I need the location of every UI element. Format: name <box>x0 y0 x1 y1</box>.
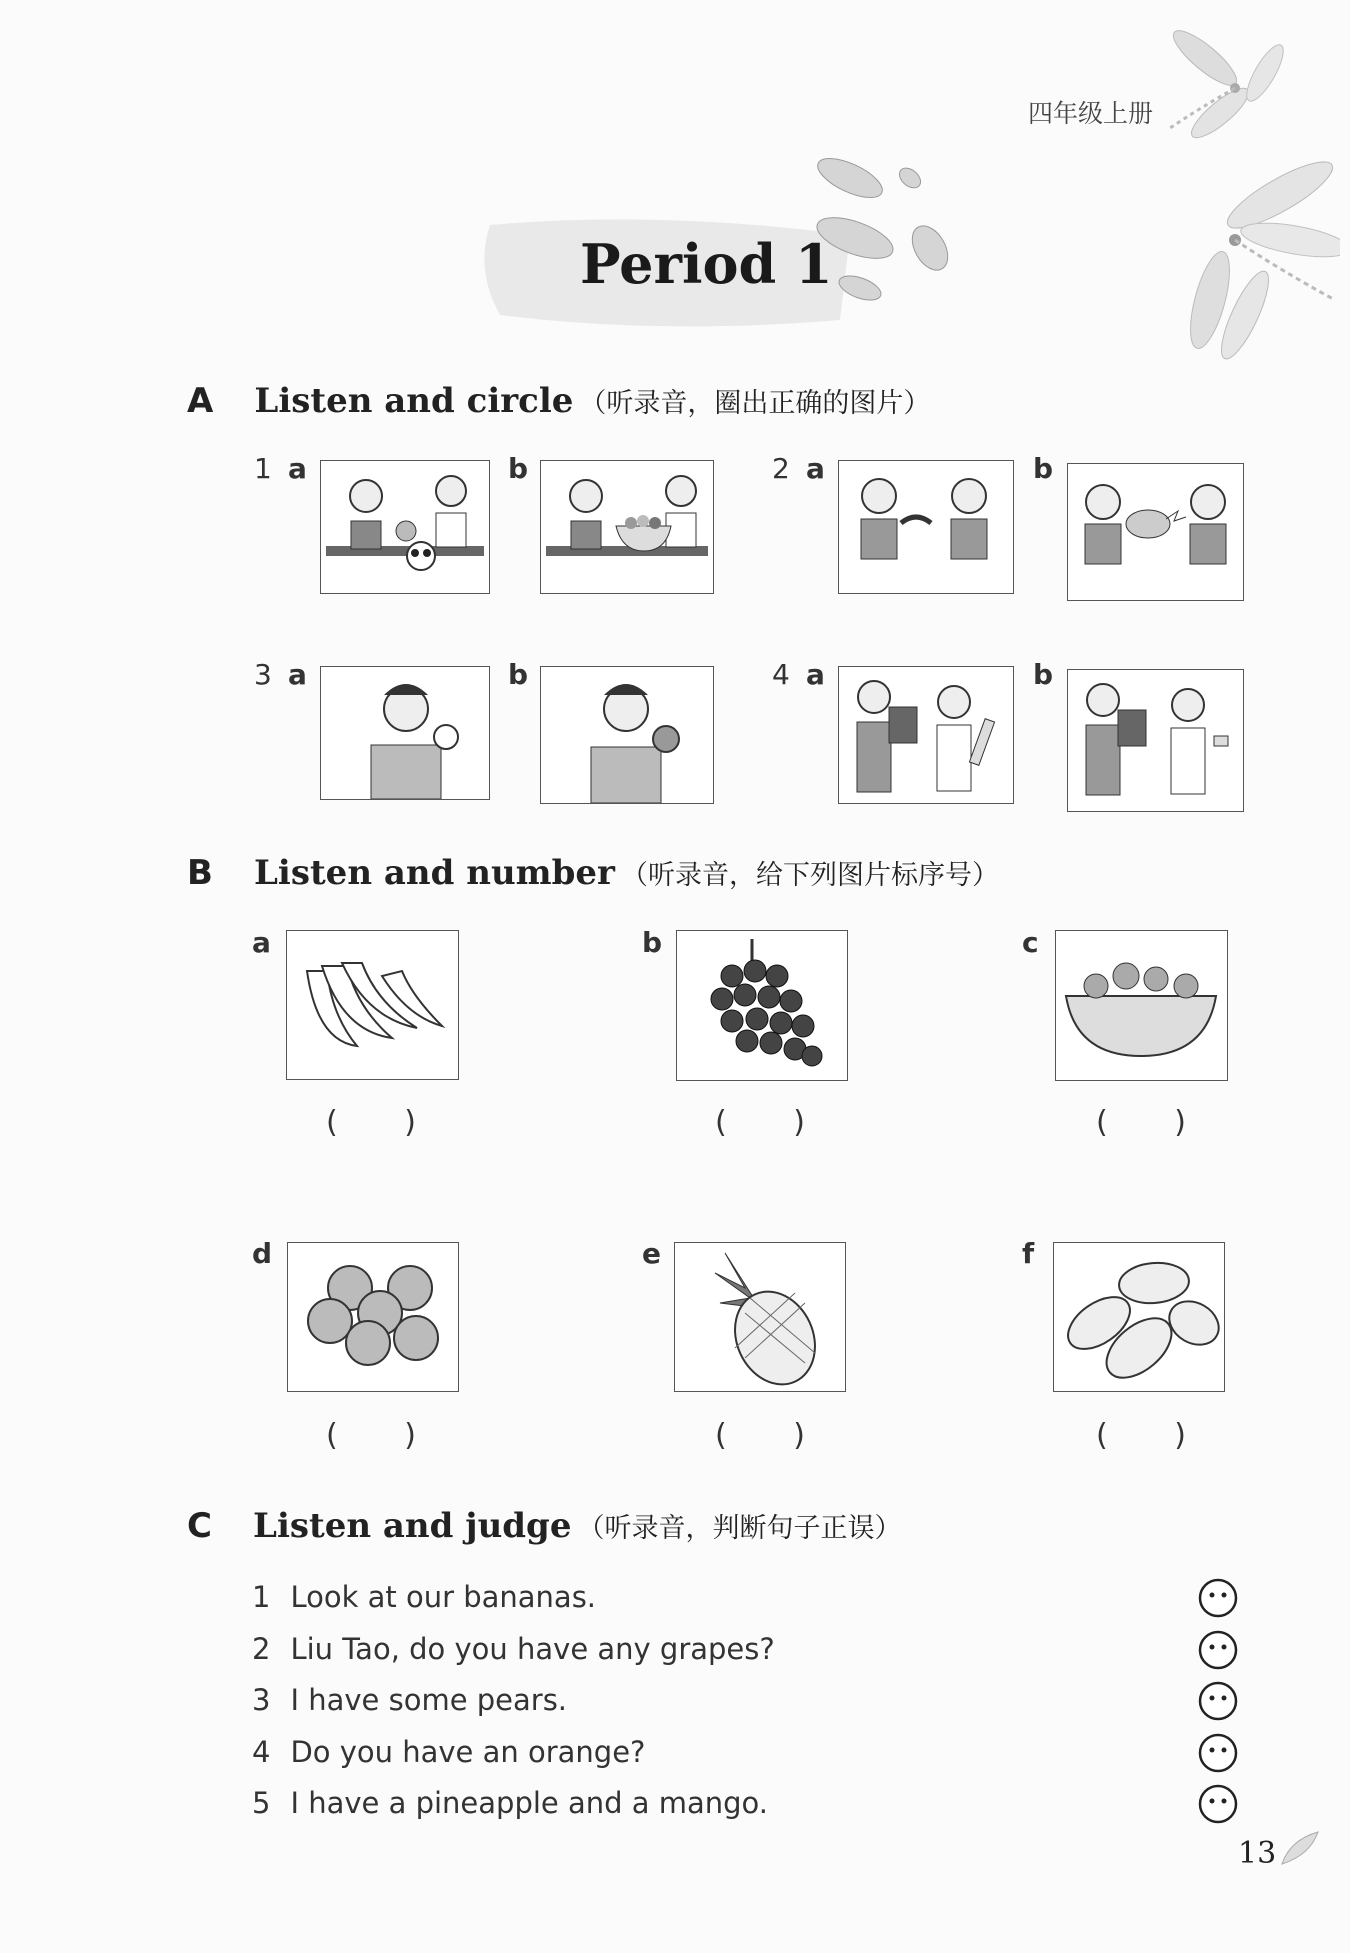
paren-open: ( <box>1096 1105 1108 1140</box>
sentence-number: 1 <box>252 1580 271 1614</box>
answer-parentheses[interactable] <box>715 1418 805 1453</box>
section-a-item-number: 4 <box>772 658 790 691</box>
blank-face-icon[interactable] <box>1198 1681 1238 1721</box>
blank-face-icon[interactable] <box>1198 1630 1238 1670</box>
answer-parentheses[interactable] <box>715 1105 805 1140</box>
section-c-heading <box>187 1506 901 1546</box>
option-label: b <box>642 926 663 959</box>
blank-face-icon[interactable] <box>1198 1784 1238 1824</box>
sentence-text: Liu Tao, do you have any grapes? <box>290 1632 775 1666</box>
fruit-salad-image[interactable] <box>1055 930 1228 1081</box>
answer-parentheses[interactable] <box>326 1418 416 1453</box>
answer-parentheses[interactable] <box>1096 1418 1186 1453</box>
boy-girl-toys-image[interactable] <box>320 460 490 594</box>
option-label: b <box>508 452 529 485</box>
paren-close: ) <box>1174 1105 1186 1140</box>
two-boys-book-ruler-image[interactable] <box>838 666 1014 804</box>
sentence-number: 3 <box>252 1683 271 1717</box>
option-label: d <box>252 1237 273 1270</box>
section-a-title: Listen and circle <box>254 381 574 421</box>
judge-sentence <box>252 1683 567 1717</box>
page-number: 13 <box>1238 1836 1277 1871</box>
two-boys-book-eraser-image[interactable] <box>1067 669 1244 812</box>
option-label: a <box>806 452 825 485</box>
paren-open: ( <box>715 1105 727 1140</box>
option-label: e <box>642 1237 661 1270</box>
paren-open: ( <box>1096 1418 1108 1453</box>
blank-face-icon[interactable] <box>1198 1578 1238 1618</box>
paren-open: ( <box>326 1418 338 1453</box>
option-label: f <box>1022 1237 1035 1270</box>
option-label: a <box>288 658 307 691</box>
paren-close: ) <box>1174 1418 1186 1453</box>
option-label: b <box>1033 452 1054 485</box>
option-label: b <box>1033 658 1054 691</box>
boy-apple-image[interactable] <box>320 666 490 800</box>
boy-orange-image[interactable] <box>540 666 714 804</box>
paren-close: ) <box>404 1105 416 1140</box>
two-girls-pineapple-image[interactable] <box>1067 463 1244 601</box>
paren-close: ) <box>404 1418 416 1453</box>
answer-parentheses[interactable] <box>326 1105 416 1140</box>
grapes-image[interactable] <box>676 930 848 1081</box>
section-a-item-number: 3 <box>254 658 272 691</box>
paren-close: ) <box>793 1105 805 1140</box>
section-b-heading <box>187 853 999 893</box>
option-label: c <box>1022 926 1039 959</box>
sentence-number: 5 <box>252 1786 271 1820</box>
sentence-text: Look at our bananas. <box>290 1580 597 1614</box>
option-label: a <box>288 452 307 485</box>
grade-label: 四年级上册 <box>1028 99 1154 128</box>
section-c-note: （听录音，判断句子正误） <box>577 1513 902 1544</box>
section-a-letter: A <box>187 381 214 421</box>
oranges-image[interactable] <box>287 1242 459 1392</box>
blank-face-icon[interactable] <box>1198 1733 1238 1773</box>
paren-close: ) <box>793 1418 805 1453</box>
sentence-text: I have a pineapple and a mango. <box>290 1786 769 1820</box>
judge-sentence <box>252 1632 775 1666</box>
section-b-note: （听录音，给下列图片标序号） <box>620 860 999 891</box>
page-title: Period 1 <box>580 232 833 296</box>
section-b-title: Listen and number <box>254 853 615 893</box>
dragonfly-decoration-top <box>1160 18 1290 153</box>
sentence-text: I have some pears. <box>290 1683 568 1717</box>
section-c-title: Listen and judge <box>253 1506 572 1546</box>
sentence-number: 2 <box>252 1632 271 1666</box>
section-a-note: （听录音，圈出正确的图片） <box>579 388 931 419</box>
section-a-item-number: 1 <box>254 452 272 485</box>
dragonfly-decoration-right <box>1170 150 1340 360</box>
pineapple-image[interactable] <box>674 1242 846 1392</box>
boy-girl-fruit-bowl-image[interactable] <box>540 460 714 594</box>
paren-open: ( <box>715 1418 727 1453</box>
mangoes-image[interactable] <box>1053 1242 1225 1392</box>
judge-sentence <box>252 1735 645 1769</box>
judge-sentence <box>252 1786 768 1820</box>
section-b-letter: B <box>187 853 213 893</box>
sentence-text: Do you have an orange? <box>290 1735 646 1769</box>
paren-open: ( <box>326 1105 338 1140</box>
section-c-letter: C <box>187 1506 212 1546</box>
option-label: a <box>252 926 271 959</box>
option-label: a <box>806 658 825 691</box>
option-label: b <box>508 658 529 691</box>
answer-parentheses[interactable] <box>1096 1105 1186 1140</box>
two-girls-bananas-image[interactable] <box>838 460 1014 594</box>
sentence-number: 4 <box>252 1735 271 1769</box>
section-a-item-number: 2 <box>772 452 790 485</box>
judge-sentence <box>252 1580 596 1614</box>
bananas-image[interactable] <box>286 930 459 1080</box>
section-a-heading <box>187 381 930 421</box>
leaf-icon <box>1280 1830 1320 1866</box>
